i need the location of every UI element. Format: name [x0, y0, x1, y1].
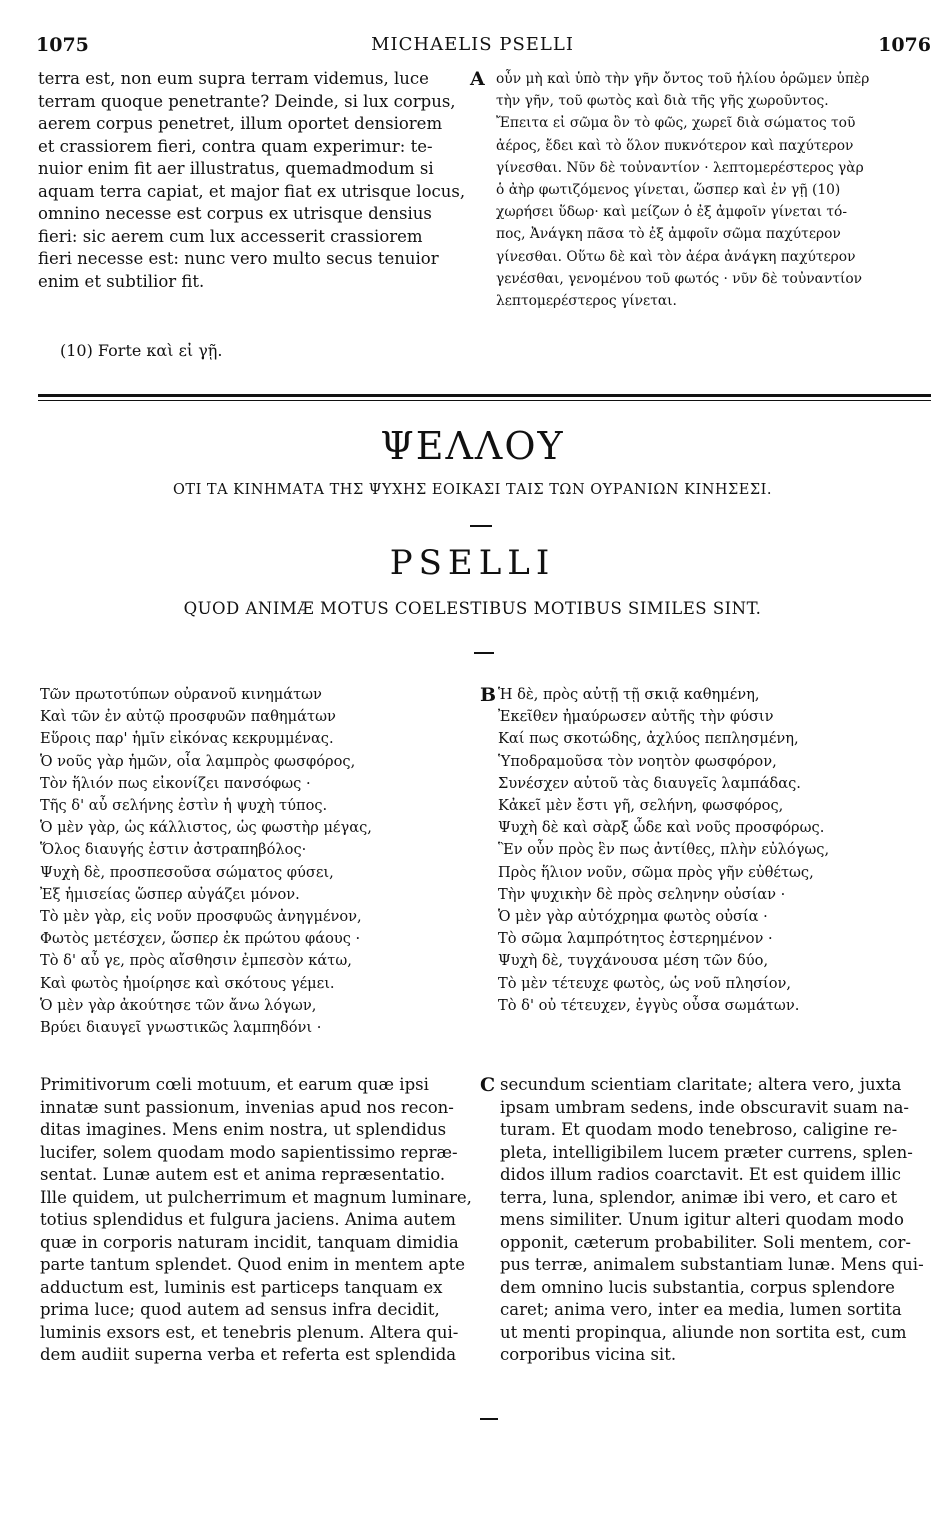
- latin-subtitle: QUOD ANIMÆ MOTUS COELESTIBUS MOTIBUS SIMILES SINT.: [183, 599, 762, 618]
- greek-text-line: γίνεσθαι. Νῦν δὲ τοὐναντίον · λεπτομερέστερος γὰρ: [496, 159, 864, 176]
- translation-line: caret; anima vero, inter ea media, lumen sortita: [500, 1300, 902, 1319]
- running-title: MICHAELIS PSELLI: [371, 34, 574, 55]
- verse-line: Ψυχὴ δὲ καὶ σὰρξ ὧδε καὶ νοῦς προσφόρως.: [498, 819, 825, 837]
- latin-text-line: omnino necesse est corpus ex utrisque densius: [38, 204, 432, 223]
- translation-line: innatæ sunt passionum, invenias apud nos recon-: [40, 1097, 454, 1117]
- verse-line: Τὸ μὲν τέτευχε φωτὸς, ὡς νοῦ πλησίον,: [498, 974, 792, 992]
- verse-line: Τῶν πρωτοτύπων οὐρανοῦ κινημάτων: [40, 686, 322, 703]
- verse-line: Βρύει διαυγεῖ γνωστικῶς λαμπηδόνι ·: [40, 1019, 322, 1037]
- translation-line: prima luce; quod autem ad sensus infra decidit,: [40, 1300, 440, 1319]
- verse-line: Ὁ μὲν γὰρ ἀκούτησε τῶν ἄνω λόγων,: [40, 996, 317, 1014]
- top-greek-column: [496, 68, 936, 312]
- verse-line: Ὅλος διαυγής ἐστιν ἀστραπηβόλος·: [40, 841, 307, 859]
- translation-line: Primitivorum cœli motuum, et earum quæ ipsi: [40, 1075, 429, 1094]
- margin-marker-a: A: [470, 68, 485, 90]
- greek-text-line: πος, Ἀνάγκη πᾶσα τὸ ἐξ ἀμφοῖν σῶμα παχύτερον: [496, 226, 841, 243]
- greek-text-line: οὖν μὴ καὶ ὑπὸ τὴν γῆν ὄντος τοῦ ἡλίου ὁρῶμεν ὑπὲρ: [496, 71, 870, 87]
- translation-line: mens similiter. Unum igitur alteri quodam modo: [500, 1210, 904, 1229]
- verse-line: Συνέσχεν αὐτοῦ τὰς διαυγεῖς λαμπάδας.: [498, 774, 801, 792]
- verse-line: Ὁ μὲν γὰρ αὐτόχρημα φωτὸς οὐσία ·: [498, 908, 768, 926]
- translation-line: ipsam umbram sedens, inde obscuravit suam na-: [500, 1097, 909, 1117]
- greek-text-line: γενέσθαι, γενομένου τοῦ φωτός · νῦν δὲ τοὐναντίον: [496, 270, 863, 287]
- verse-line: Τὸν ἥλιόν πως εἰκονίζει πανσόφως ·: [40, 774, 311, 792]
- latin-text-line: terram quoque penetrante? Deinde, si lux corpus,: [38, 91, 456, 111]
- verse-line: Ἐξ ἡμισείας ὥσπερ αὐγάζει μόνον.: [40, 885, 300, 903]
- latin-text-line: nuior enim fit aer illustratus, quemadmodum si: [38, 159, 434, 178]
- translation-line: sentat. Lunæ autem est et anima repræsentatio.: [40, 1165, 446, 1184]
- translation-line: pleta, intelligibilem lucem præter currens, splen-: [500, 1142, 913, 1162]
- translation-line: luminis exsors est, et tenebris plenum. Altera qui-: [40, 1322, 459, 1342]
- translation-line: pus terræ, animalem substantiam lunæ. Mens qui-: [500, 1255, 924, 1274]
- margin-marker-b: B: [480, 684, 497, 706]
- verse-line: Τὸ δ' οὐ τέτευχεν, ἐγγὺς οὖσα σωμάτων.: [498, 996, 800, 1014]
- verse-line: Καὶ τῶν ἐν αὐτῷ προσφυῶν παθημάτων: [40, 708, 336, 726]
- verse-line: Κἀκεῖ μὲν ἔστι γῆ, σελήνη, φωσφόρος,: [498, 797, 784, 815]
- verse-left-column: [40, 684, 470, 1039]
- verse-line: Ὁ νοῦς γὰρ ἡμῶν, οἷα λαμπρὸς φωσφόρος,: [40, 752, 356, 770]
- greek-text-line: τὴν γῆν, τοῦ φωτὸς καὶ διὰ τῆς γῆς χωροῦντος.: [496, 93, 829, 110]
- latin-text-line: enim et subtilior fit.: [38, 271, 205, 291]
- greek-text-line: ὁ ἀὴρ φωτιζόμενος γίνεται, ὥσπερ καὶ ἐν γῇ (10): [496, 182, 841, 199]
- subtitle-dash: [474, 652, 494, 654]
- verse-line: Καί πως σκοτώδης, ἀχλύος πεπλησμένη,: [498, 730, 799, 748]
- latin-text-line: et crassiorem fieri, contra quam experimur: te-: [38, 136, 433, 156]
- greek-text-line: χωρήσει ὕδωρ· καὶ μείζων ὁ ἐξ ἀμφοῖν γίνεται τό-: [496, 204, 847, 221]
- verse-line: Τὸ δ' αὖ γε, πρὸς αἴσθησιν ἐμπεσὸν κάτω,: [40, 952, 352, 970]
- greek-text-line: ἀέρος, ἔδει καὶ τὸ ὅλον πυκνότερον καὶ παχύτερον: [496, 137, 854, 154]
- section-divider-thick: [38, 394, 931, 397]
- greek-text-line: γίνεσθαι. Οὕτω δὲ καὶ τὸν ἀέρα ἀνάγκη παχύτερον: [496, 248, 856, 265]
- verse-line: Ψυχὴ δὲ, προσπεσοῦσα σώματος φύσει,: [40, 863, 334, 881]
- verse-line: Τὸ μὲν γὰρ, εἰς νοῦν προσφυῶς ἀνηγμένον,: [40, 908, 362, 926]
- margin-marker-c: C: [480, 1074, 496, 1096]
- footnote: (10) Forte καὶ εἰ γῇ.: [60, 341, 223, 360]
- translation-line: opponit, cæterum probabiliter. Soli mentem, cor-: [500, 1232, 911, 1252]
- greek-text-line: λεπτομερέστερος γίνεται.: [496, 293, 677, 310]
- latin-title: PSELLI: [389, 543, 556, 583]
- verse-line: Τὴν ψυχικὴν δὲ πρὸς σεληνην οὐσίαν ·: [498, 885, 786, 903]
- verse-line: Ἓν οὖν πρὸς ἓν πως ἀντίθες, πλὴν εὐλόγως,: [498, 841, 830, 859]
- verse-line: Φωτὸς μετέσχεν, ὥσπερ ἐκ πρώτου φάους ·: [40, 930, 361, 948]
- top-latin-column: [38, 68, 468, 293]
- verse-line: Ἡ δὲ, πρὸς αὐτῇ τῇ σκιᾷ καθημένη,: [498, 686, 760, 703]
- translation-left-column: [40, 1074, 472, 1367]
- translation-line: ut menti propinqua, aliunde non sortita est, cum: [500, 1322, 907, 1342]
- translation-line: didos illum radios coarctavit. Et est quidem illic: [500, 1165, 901, 1184]
- latin-text-line: terra est, non eum supra terram videmus, luce: [38, 69, 429, 88]
- page-number-left: 1075: [36, 34, 89, 56]
- page-number-right: 1076: [878, 34, 931, 56]
- verse-line: Ὑποδραμοῦσα τὸν νοητὸν φωσφόρον,: [498, 752, 777, 770]
- translation-line: turam. Et quodam modo tenebroso, caligine re-: [500, 1120, 898, 1139]
- latin-text-line: aerem corpus penetret, illum oportet densiorem: [38, 114, 443, 133]
- translation-line: ditas imagines. Mens enim nostra, ut splendidus: [40, 1120, 447, 1139]
- translation-line: dem audiit superna verba et referta est splendida: [40, 1345, 457, 1364]
- translation-line: terra, luna, splendor, animæ ibi vero, et caro et: [500, 1187, 898, 1207]
- verse-line: Ἐκεῖθεν ἠμαύρωσεν αὐτῆς τὴν φύσιν: [498, 708, 774, 726]
- verse-line: Τῆς δ' αὖ σελήνης ἐστὶν ἡ ψυχὴ τύπος.: [40, 797, 328, 815]
- verse-line: Ὁ μὲν γὰρ, ὡς κάλλιστος, ὡς φωστὴρ μέγας,: [40, 819, 372, 837]
- latin-text-line: fieri: sic aerem cum lux accesserit crassiorem: [38, 226, 423, 246]
- translation-line: Ille quidem, ut pulcherrimum et magnum luminare,: [40, 1187, 472, 1207]
- translation-line: totius splendidus et fulgura jaciens. Anima autem: [40, 1210, 456, 1229]
- translation-line: parte tantum splendet. Quod enim in mentem apte: [40, 1255, 466, 1274]
- translation-line: lucifer, solem quodam modo sapientissimo repræ-: [40, 1142, 458, 1162]
- verse-line: Τὸ σῶμα λαμπρότητος ἐστερημένον ·: [498, 930, 773, 948]
- section-divider-thin: [38, 400, 931, 401]
- translation-line: secundum scientiam claritate; altera vero, juxta: [500, 1075, 902, 1094]
- page-end-dash: [480, 1418, 498, 1420]
- translation-line: corporibus vicina sit.: [500, 1345, 677, 1364]
- latin-text-line: fieri necesse est: nunc vero multo secus tenuior: [38, 249, 439, 268]
- translation-right-column: [500, 1074, 936, 1367]
- greek-subtitle: ΟΤΙ ΤΑ ΚΙΝΗΜΑΤΑ ΤΗΣ ΨΥΧΗΣ ΕΟΙΚΑΣΙ ΤΑΙΣ ΤΩΝ ΟΥΡΑΝΙΩΝ ΚΙΝΗΣΕΣΙ.: [173, 482, 772, 498]
- greek-text-line: Ἔπειτα εἰ σῶμα ὂν τὸ φῶς, χωρεῖ διὰ σώματος τοῦ: [496, 115, 856, 132]
- title-dash: [470, 525, 492, 527]
- translation-line: dem omnino lucis substantia, corpus splendore: [500, 1277, 895, 1297]
- latin-text-line: aquam terra capiat, et major fiat ex utrisque locus,: [38, 181, 466, 201]
- greek-title: ΨΕΛΛΟΥ: [380, 424, 565, 468]
- translation-line: adductum est, luminis est particeps tanquam ex: [40, 1277, 443, 1297]
- verse-line: Πρὸς ἥλιον νοῦν, σῶμα πρὸς γῆν εὐθέτως,: [498, 863, 814, 881]
- translation-line: quæ in corporis naturam incidit, tanquam dimidia: [40, 1232, 459, 1252]
- verse-right-column: [498, 684, 938, 1017]
- verse-line: Ψυχὴ δὲ, τυγχάνουσα μέση τῶν δύο,: [498, 952, 769, 970]
- verse-line: Εὕροις παρ' ἡμῖν εἰκόνας κεκρυμμένας.: [40, 730, 334, 748]
- verse-line: Καὶ φωτὸς ἠμοίρησε καὶ σκότους γέμει.: [40, 974, 335, 992]
